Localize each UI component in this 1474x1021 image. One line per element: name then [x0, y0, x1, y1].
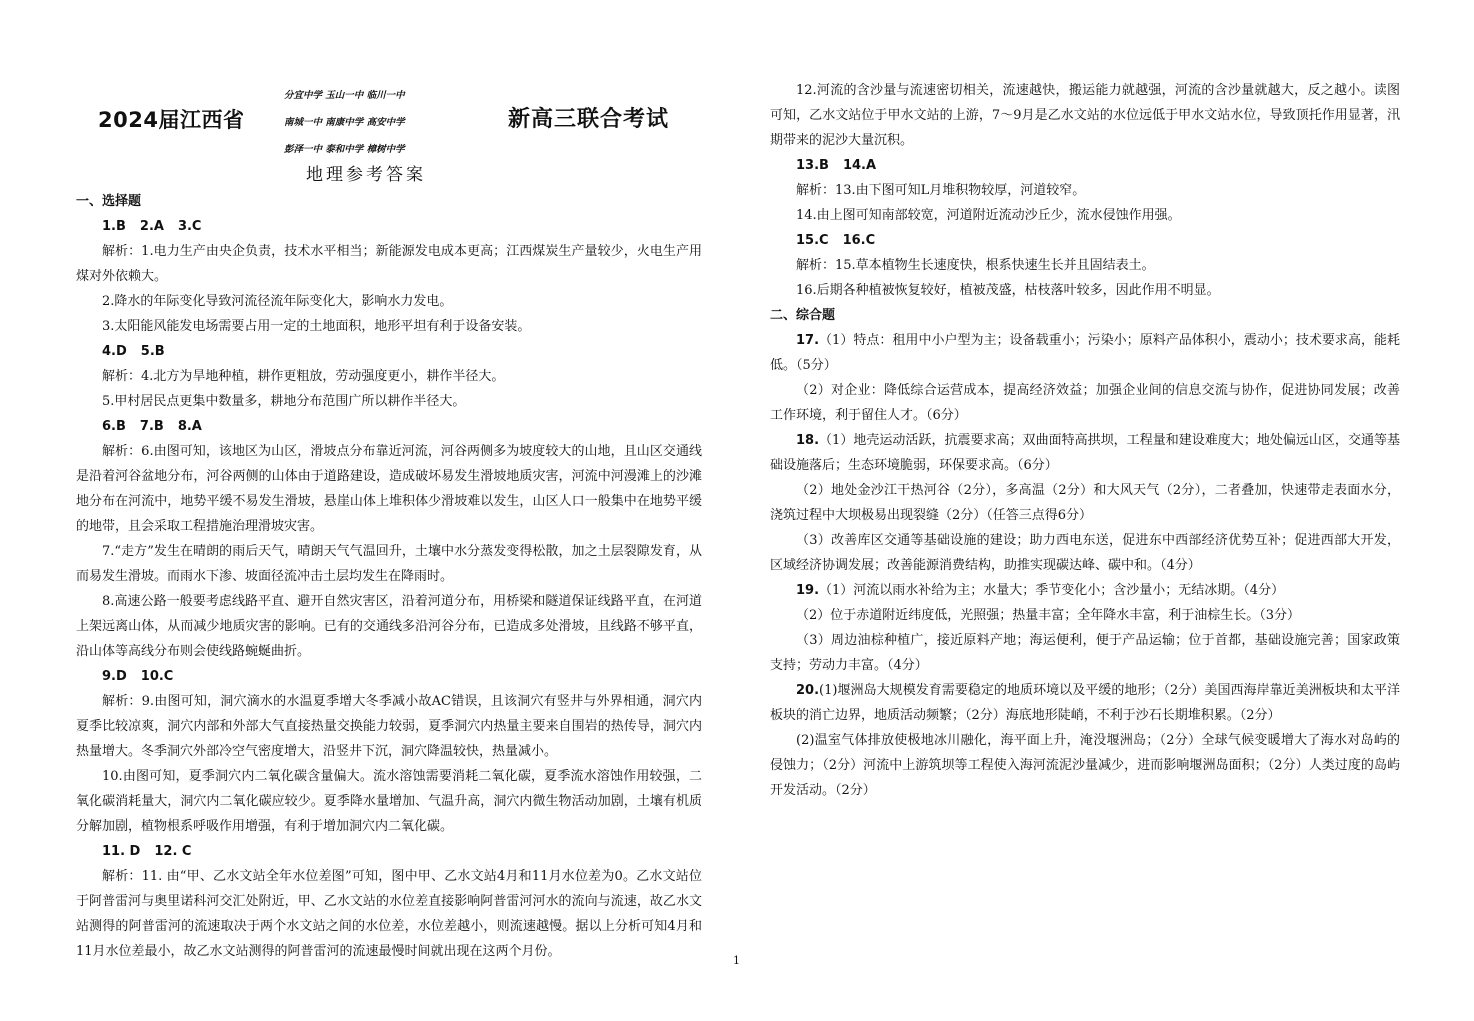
answer-key: 1.B 2.A 3.C [102, 219, 202, 234]
question-19-answer: （3）周边油棕种植广，接近原料产地；海运便利，便于产品运输；位于首都，基础设施完善；国家政策支持；劳动力丰富。（4分） [770, 633, 1400, 673]
explanation: 解析：1.电力生产由央企负责，技术水平相当；新能源发电成本更高；江西煤炭生产量较少，火电生产用煤对外依赖大。 [76, 244, 702, 284]
school-row: 彭泽一中 泰和中学 樟树中学 [284, 144, 405, 155]
right-column [770, 78, 1400, 803]
explanation: 12.河流的含沙量与流速密切相关，流速越快，搬运能力就越强，河流的含沙量就越大，反之越小。读图可知，乙水文站位于甲水文站的上游，7～9月是乙水文站的水位远低于甲水文站水位，导致顶托作用显著，汛期带来的泥沙大量沉积。 [770, 83, 1400, 148]
explanation: 解析：13.由下图可知L月堆积物较厚，河道较窄。 [796, 183, 1086, 198]
question-number: 17. [796, 333, 820, 348]
explanation: 8.高速公路一般要考虑线路平直、避开自然灾害区，沿着河道分布，用桥梁和隧道保证线路平直，在河道上架远离山体，从而减少地质灾害的影响。已有的交通线多沿河谷分布，已造成多处滑坡，且线路不够平直，沿山体等高线分布则会使线路蜿蜒曲折。 [76, 594, 702, 659]
explanation: 2.降水的年际变化导致河流径流年际变化大，影响水力发电。 [102, 294, 453, 309]
explanation: 解析：11. 由“甲、乙水文站全年水位差图”可知，图中甲、乙水文站4月和11月水位差为0。乙水文站位于阿普雷河与奥里诺科河交汇处附近，甲、乙水文站的水位差直接影响阿普雷河河水的流向与流速，故乙水文站测得的阿普雷河的流速取决于两个水文站之间的水位差，水位差越小，则流速越慢。据以上分析可知4月和11月水位差最小，故乙水文站测得的阿普雷河的流速最慢时间就出现在这两个月份。 [76, 869, 702, 959]
answer-key: 15.C 16.C [796, 233, 876, 248]
explanation: 3.太阳能风能发电场需要占用一定的土地面积，地形平坦有利于设备安装。 [102, 319, 531, 334]
question-20-answer: 20.(1)堰洲岛大规模发育需要稳定的地质环境以及平缓的地形；（2分）美国西海岸靠近美洲板块和太平洋板块的消亡边界，地质活动频繁；（2分）海底地形陡峭，不利于沙石长期堆积累。（2分） [770, 683, 1400, 723]
question-17-answer: 17.（1）特点：租用中小户型为主；设备载重小；污染小；原料产品体积小，震动小；技术要求高，能耗低。（5分） [770, 333, 1400, 373]
explanation: 解析：6.由图可知，该地区为山区，滑坡点分布靠近河流，河谷两侧多为坡度较大的山地，且山区交通线是沿着河谷盆地分布，河谷两侧的山体由于道路建设，造成破坏易发生滑坡地质灾害，河流中河漫滩上的沙滩地分布在河流中，地势平缓不易发生滑坡，悬崖山体上堆积体少滑坡难以发生，山区人口一般集中在地势平缓的地带，且会采取工程措施治理滑坡灾害。 [76, 444, 702, 534]
answer-key: 6.B 7.B 8.A [102, 419, 202, 434]
answer-key: 4.D 5.B [102, 344, 165, 359]
question-19-answer: （2）位于赤道附近纬度低，光照强；热量丰富；全年降水丰富，利于油棕生长。（3分） [796, 608, 1301, 623]
exam-title-right: 新高三联合考试 [508, 107, 670, 132]
page-subtitle: 地理参考答案 [306, 165, 426, 185]
question-number: 20. [796, 683, 820, 698]
question-20-answer: (2)温室气体排放使极地冰川融化，海平面上升，淹没堰洲岛；（2分）全球气候变暖增大了海水对岛屿的侵蚀力；（2分）河流中上游筑坝等工程使入海河流泥沙量减少，进而影响堰洲岛面积；（2分）人类过度的岛屿开发活动。（2分） [770, 733, 1400, 798]
exam-title-left: 2024届江西省 [98, 108, 245, 132]
explanation: 10.由图可知，夏季洞穴内二氧化碳含量偏大。流水溶蚀需要消耗二氧化碳，夏季流水溶蚀作用较强，二氧化碳消耗量大，洞穴内二氧化碳应较少。夏季降水量增加、气温升高，洞穴内微生物活动加剧，土壤有机质分解加剧，植物根系呼吸作用增强，有利于增加洞穴内二氧化碳。 [76, 769, 702, 834]
explanation: 解析：15.草本植物生长速度快，根系快速生长并且固结表土。 [796, 258, 1155, 273]
left-column [76, 189, 702, 964]
explanation: 5.甲村居民点更集中数量多，耕地分布范围广所以耕作半径大。 [102, 394, 466, 409]
answer-key: 13.B 14.A [796, 158, 877, 173]
section-heading: 二、综合题 [770, 308, 836, 323]
explanation: 14.由上图可知南部较宽，河道附近流动沙丘少，流水侵蚀作用强。 [796, 208, 1181, 223]
answer-key: 11. D 12. C [102, 844, 192, 859]
exam-header [76, 78, 702, 188]
explanation: 16.后期各种植被恢复较好，植被茂盛，枯枝落叶较多，因此作用不明显。 [796, 283, 1220, 298]
explanation: 解析：4.北方为旱地种植，耕作更粗放，劳动强度更小，耕作半径大。 [102, 369, 505, 384]
answer-key: 9.D 10.C [102, 669, 174, 684]
school-row: 南城一中 南康中学 高安中学 [284, 117, 405, 128]
question-18-answer: 18.（1）地壳运动活跃，抗震要求高；双曲面特高拱坝，工程量和建设难度大；地处偏远山区，交通等基础设施落后；生态环境脆弱，环保要求高。（6分） [770, 433, 1400, 473]
school-list [284, 82, 484, 163]
explanation: 7.“走方”发生在晴朗的雨后天气，晴朗天气气温回升，土壤中水分蒸发变得松散，加之土层裂隙发育，从而易发生滑坡。而雨水下渗、坡面径流冲击土层均发生在降雨时。 [76, 544, 702, 584]
question-18-answer: （2）地处金沙江干热河谷（2分），多高温（2分）和大风天气（2分），二者叠加，快速带走表面水分，浇筑过程中大坝极易出现裂缝（2分）（任答三点得6分） [770, 483, 1400, 523]
school-row: 分宜中学 玉山一中 临川一中 [284, 90, 405, 101]
section-heading: 一、选择题 [76, 194, 142, 209]
question-18-answer: （3）改善库区交通等基础设施的建设；助力西电东送，促进东中西部经济优势互补；促进西部大开发，区域经济协调发展；改善能源消费结构，助推实现碳达峰、碳中和。（4分） [770, 533, 1400, 573]
question-number: 18. [796, 433, 820, 448]
explanation: 解析：9.由图可知，洞穴滴水的水温夏季增大冬季减小故AC错误，且该洞穴有竖井与外界相通，洞穴内夏季比较凉爽，洞穴内部和外部大气直接热量交换能力较弱，夏季洞穴内热量主要来自围岩的热传导，洞穴内热量增大。冬季洞穴外部冷空气密度增大，沿竖井下沉，洞穴降温较快，热量减小。 [76, 694, 702, 759]
question-19-answer: 19.（1）河流以雨水补给为主；水量大；季节变化小；含沙量小；无结冰期。（4分） [796, 583, 1285, 598]
question-number: 19. [796, 583, 820, 598]
question-17-answer: （2）对企业：降低综合运营成本，提高经济效益；加强企业间的信息交流与协作，促进协同发展；改善工作环境，利于留住人才。（6分） [770, 383, 1400, 423]
page-number: 1 [733, 954, 740, 967]
